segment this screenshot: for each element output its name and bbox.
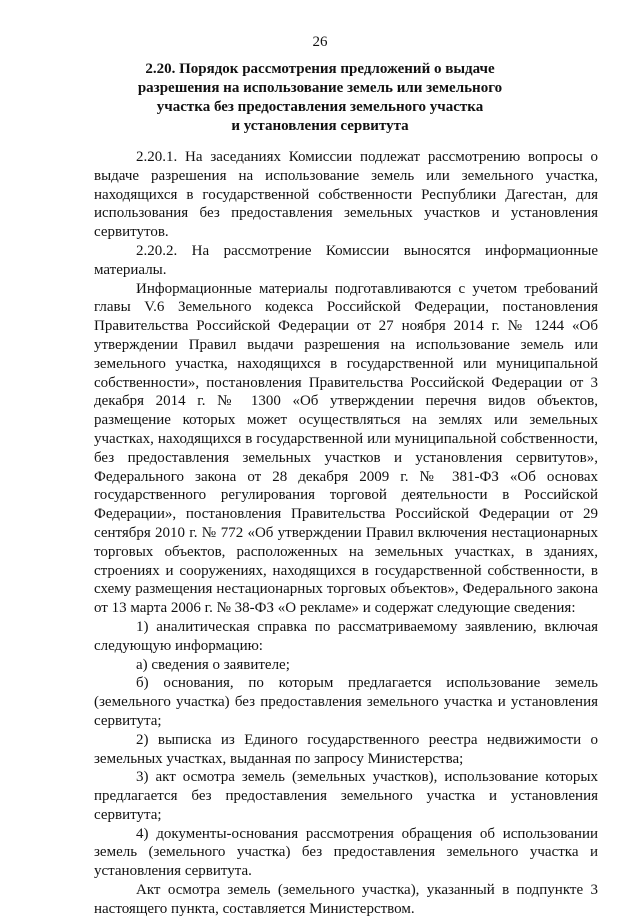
list-item-4: 4) документы-основания рассмотрения обращения об использовании земель (земельного участка) без предоставления земельного участка и установления сервитута. — [94, 825, 598, 880]
section-title-line: разрешения на использование земель или земельного — [137, 80, 503, 96]
section-title-line: и установления сервитута — [231, 118, 409, 134]
section-title — [100, 60, 540, 136]
section-title-line: участка без предоставления земельного участка — [156, 99, 484, 115]
paragraph-2-20-1: 2.20.1. На заседаниях Комиссии подлежат рассмотрению вопросы о выдаче разрешения на использование земель или земельного участка, находящихся в государственной собственности Республики Дагестан, для использования без предоставления земельных участков и установления сервитутов. — [94, 149, 598, 241]
list-item-3: 3) акт осмотра земель (земельных участков), использование которых предлагается без предоставления земельного участка и установления сервитута; — [94, 769, 598, 823]
document-body — [94, 148, 598, 919]
paragraph-info-materials: Информационные материалы подготавливаются с учетом требований главы V.6 Земельного кодекса Российской Федерации, постановления Правительства Российской Федерации от 27 ноября 2014 г. № 1244 «Об утверждении Правил выдачи разрешения на использование земель или земельного участка, находящихся в государственной или муниципальной собственности», постановления Правительства Российской Федерации от 3 декабря 2014 г. № 1300 «Об утверждении перечня видов объектов, размещение которых может осуществляться на землях или земельных участках, находящихся в государственной или муниципальной собственности, без предоставления земельных участков и установления сервитутов», Федерального закона от 28 декабря 2009 г. № 381-ФЗ «Об основах государственного регулирования торговой деятельности в Российской Федерации», постановления Правительства Российской Федерации от 29 сентября 2010 г. № 772 «Об утверждении Правил включения нестационарных торговых объектов, расположенных на земельных участках, в зданиях, строениях и сооружениях, находящихся в государственной собственности, в схему размещения нестационарных торговых объектов», Федерального закона от 13 марта 2006 г. № 38-ФЗ «О рекламе» и содержат следующие сведения: — [94, 280, 598, 617]
section-title-line: 2.20. Порядок рассмотрения предложений о выдаче — [145, 61, 495, 77]
list-item-1: 1) аналитическая справка по рассматриваемому заявлению, включая следующую информацию: — [94, 618, 598, 654]
paragraph-2-20-2: 2.20.2. На рассмотрение Комиссии выносятся информационные материалы. — [94, 242, 598, 278]
list-subitem-a: а) сведения о заявителе; — [136, 656, 290, 673]
list-item-2: 2) выписка из Единого государственного реестра недвижимости о земельных участках, выданная по запросу Министерства; — [94, 731, 598, 767]
paragraph-inspection-act: Акт осмотра земель (земельного участка), указанный в подпункте 3 настоящего пункта, составляется Министерством. — [94, 882, 598, 917]
list-subitem-b: б) основания, по которым предлагается использование земель (земельного участка) без предоставления земельного участка и установления сервитута; — [94, 675, 598, 729]
page-number: 26 — [312, 34, 328, 50]
